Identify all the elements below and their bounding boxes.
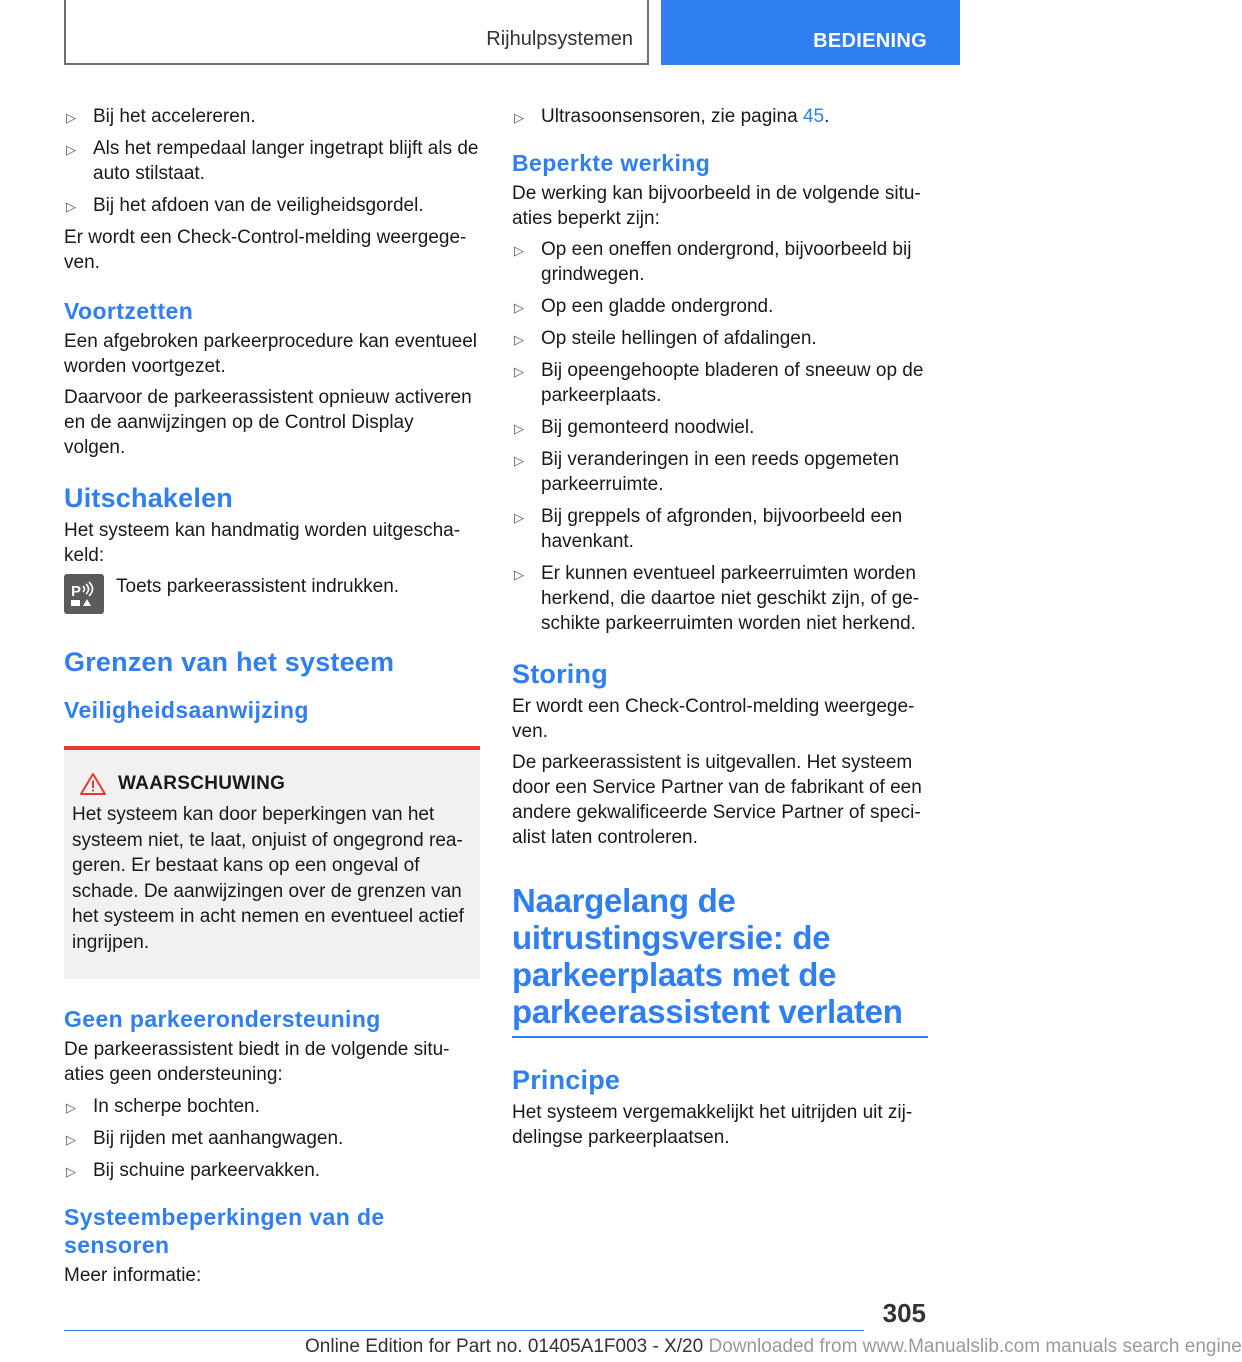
- heading-beperkte-werking: Beperkte werking: [512, 150, 711, 176]
- action-text: Toets parkeerassistent indrukken.: [116, 576, 400, 597]
- list-item: ▷ Ultrasoonsensoren, zie pagina 45.: [512, 104, 928, 129]
- warning-header: [72, 772, 472, 796]
- paragraph: De parkeerassistent biedt in de volgende situ-aties geen ondersteuning:: [64, 1039, 450, 1085]
- page-number: 305: [882, 1298, 926, 1328]
- heading-grenzen: Grenzen van het systeem: [64, 647, 395, 677]
- warning-title: WAARSCHUWING: [118, 773, 286, 794]
- heading-voortzetten: Voortzetten: [64, 298, 194, 324]
- section-tab: [64, 0, 649, 65]
- no-support-list: [64, 1094, 480, 1183]
- list-item: ▷ Op steile hellingen of afdalingen.: [512, 326, 928, 351]
- list-item: ▷ In scherpe bochten.: [64, 1094, 480, 1119]
- paragraph: De werking kan bijvoorbeeld in de volgende situ-aties beperkt zijn:: [512, 183, 921, 229]
- footer-watermark: Downloaded from www.Manualslib.com manuals search engine: [708, 1336, 1242, 1357]
- list-item: ▷ Bij het accelereren.: [64, 104, 480, 129]
- paragraph: Meer informatie:: [64, 1265, 202, 1286]
- list-item: ▷ Op een oneffen ondergrond, bijvoorbeeld bij grindwegen.: [512, 237, 928, 287]
- footer-edition: Online Edition for Part no. 01405A1F003 - X/20 Downloaded from www.Manualslib.com manuals search engine: [305, 1336, 1242, 1357]
- park-assist-button-icon: [64, 574, 104, 614]
- paragraph: Er wordt een Check-Control-melding weergege-ven.: [512, 696, 915, 742]
- list-item: ▷ Bij rijden met aanhangwagen.: [64, 1126, 480, 1151]
- list-item: ▷ Bij veranderingen in een reeds opgemeten parkeerruimte.: [512, 447, 928, 497]
- list-item: ▷ Bij schuine parkeervakken.: [64, 1158, 480, 1183]
- sensor-list: [512, 104, 928, 129]
- heading-storing: Storing: [512, 659, 608, 689]
- warning-icon: [80, 772, 106, 796]
- heading-sensoren: Systeembeperkingen van de sensoren: [64, 1204, 385, 1258]
- list-item: ▷ Bij opeengehoopte bladeren of sneeuw op de parkeerplaats.: [512, 358, 928, 408]
- svg-text:P: P: [71, 583, 82, 600]
- heading-geen-ondersteuning: Geen parkeerondersteuning: [64, 1006, 381, 1032]
- limitation-list: [512, 237, 928, 636]
- heading-uitschakelen: Uitschakelen: [64, 483, 233, 513]
- page-link[interactable]: 45: [802, 106, 825, 127]
- list-item: ▷ Op een gladde ondergrond.: [512, 294, 928, 319]
- warning-box: [64, 746, 480, 979]
- section-tab-label: Rijhulpsystemen: [486, 28, 633, 50]
- right-column: [512, 104, 928, 1156]
- heading-naargelang: Naargelang de uitrustingsversie: de parkeerplaats met de parkeerassistent verlaten: [512, 882, 903, 1030]
- action-step: [64, 574, 480, 614]
- paragraph: Een afgebroken parkeerprocedure kan eventueel worden voortgezet.: [64, 331, 478, 377]
- list-item: ▷ Er kunnen eventueel parkeerruimten worden herkend, die daartoe niet geschikt zijn, of ge-schikte parkeerruimten worden niet herkend.: [512, 561, 928, 636]
- paragraph: Het systeem vergemakkelijkt het uitrijden uit zij-delingse parkeerplaatsen.: [512, 1102, 913, 1148]
- paragraph: Daarvoor de parkeerassistent opnieuw activeren en de aanwijzingen op de Control Display volgen.: [64, 387, 472, 458]
- heading-rule: [512, 1036, 928, 1038]
- trigger-list: [64, 104, 480, 218]
- paragraph: Er wordt een Check-Control-melding weergege-ven.: [64, 227, 467, 273]
- warning-text: Het systeem kan door beperkingen van het systeem niet, te laat, onjuist of ongegrond rea-geren. Er bestaat kans op een ongeval of schade. De aanwijzingen over de grenzen van het systeem in acht nemen en eventueel actief ingrijpen.: [72, 804, 464, 953]
- list-item: ▷ Bij greppels of afgronden, bijvoorbeeld een havenkant.: [512, 504, 928, 554]
- heading-principe: Principe: [512, 1065, 621, 1095]
- chapter-tab-label: BEDIENING: [813, 30, 927, 52]
- footer-rule: [64, 1330, 864, 1331]
- list-item: ▷ Bij het afdoen van de veiligheidsgordel.: [64, 193, 480, 218]
- paragraph: Het systeem kan handmatig worden uitgescha-keld:: [64, 520, 461, 566]
- list-item: ▷ Als het rempedaal langer ingetrapt blijft als de auto stilstaat.: [64, 136, 480, 186]
- heading-veiligheid: Veiligheidsaanwijzing: [64, 697, 309, 723]
- paragraph: De parkeerassistent is uitgevallen. Het systeem door een Service Partner van de fabrikant of een andere gekwalificeerde Service Partner of speci-alist laten controleren.: [512, 752, 922, 848]
- left-column: [64, 104, 480, 1294]
- list-item: ▷ Bij gemonteerd noodwiel.: [512, 415, 928, 440]
- chapter-tab: [661, 0, 960, 65]
